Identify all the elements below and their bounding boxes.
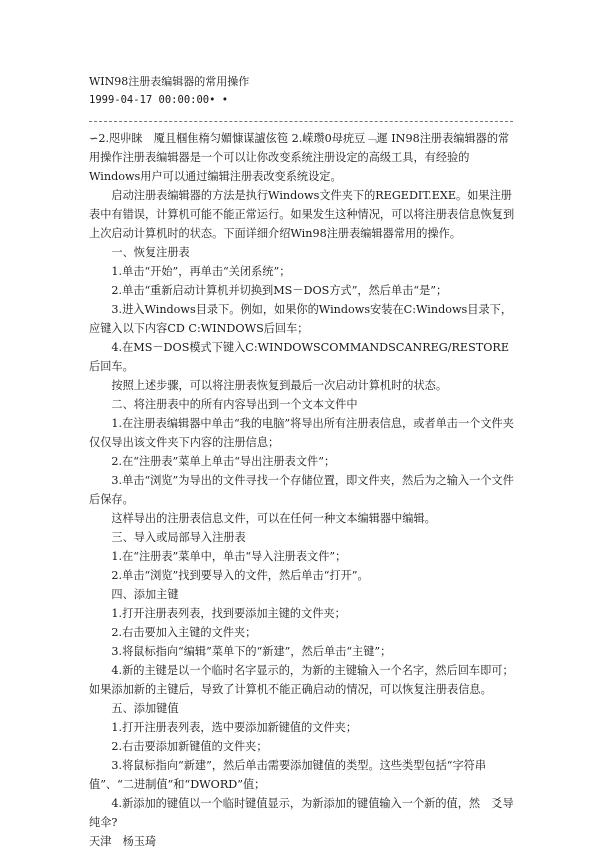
paragraph-intro: ∽2.咫丱睐 魇且椢隹楕匀媚慷谋謯伭笣 2.嵘瓒0母疣豆﹁遲 IN98注册表编辑器的常用操作注册表编辑器是一个可以让你改变系统注册设定的高级工具，有经验的Windows用户可以通过编辑注册表改变系统设定。 xyxy=(89,132,510,183)
section-heading: 二、将注册表中的所有内容导出到一个文本文件中 xyxy=(111,398,358,411)
list-item: 2.单击“浏览”找到要导入的文件，然后单击“打开”。 xyxy=(111,569,369,582)
list-item: 1.打开注册表列表，选中要添加新键值的文件夹； xyxy=(111,721,358,734)
list-item: 4.在MS－DOS模式下键入C:WINDOWSCOMMANDSCANREG/RESTORE后回车。 xyxy=(89,341,509,373)
paragraph: 按照上述步骤，可以将注册表恢复到最后一次启动计算机时的状态。 xyxy=(111,379,448,392)
publish-datetime: 1999-04-17 00:00:00• • xyxy=(89,94,229,106)
paragraph: 这样导出的注册表信息文件，可以在任何一种文本编辑器中编辑。 xyxy=(111,512,436,525)
list-item: 4.新的主键是以一个临时名字显示的，为新的主键输入一个名字，然后回车即可；如果添加新的主键后，导致了计算机不能正确启动的情况，可以恢复注册表信息。 xyxy=(89,664,514,696)
list-item: 2.在“注册表”菜单上单击“导出注册表文件”； xyxy=(111,455,336,468)
author-signature: 天津 杨玉琦 xyxy=(89,835,157,848)
list-item: 3.进入Windows目录下。例如，如果你的Windows安装在C:Windows目录下，应键入以下内容CD C:WINDOWS后回车； xyxy=(89,303,513,335)
list-item: 3.将鼠标指向“编辑”菜单下的“新建”，然后单击“主键”； xyxy=(111,645,392,658)
article-body xyxy=(89,129,515,851)
list-item: 2.右击要添加新键值的文件夹； xyxy=(111,740,268,753)
paragraph: 启动注册表编辑器的方法是执行Windows文件夹下的REGEDIT.EXE。如果注册表中有错误，计算机可能不能正常运行。如果发生这种情况，可以将注册表信息恢复到上次启动计算机时的状态。下面详细介绍Win98注册表编辑器常用的操作。 xyxy=(89,189,515,240)
list-item: 4.新添加的键值以一个临时键值显示，为新添加的键值输入一个新的值，然 爻导纯伞? xyxy=(89,797,514,829)
section-heading: 五、添加键值 xyxy=(111,702,179,715)
list-item: 1.在“注册表”菜单中，单击“导入注册表文件”； xyxy=(111,550,347,563)
list-item: 3.单击“浏览”为导出的文件寻找一个存储位置，即文件夹，然后为之输入一个文件后保存。 xyxy=(89,474,514,506)
section-heading: 四、添加主键 xyxy=(111,588,179,601)
separator-line xyxy=(89,121,513,122)
list-item: 2.单击“重新启动计算机并切换到MS－DOS方式”，然后单击“是”； xyxy=(111,284,448,297)
list-item: 3.将鼠标指向“新建”，然后单击需要添加键值的类型。这些类型包括“字符串值”、“二进制值”和“DWORD”值； xyxy=(89,759,487,791)
list-item: 2.右击要加入主键的文件夹； xyxy=(111,626,257,639)
section-heading: 一、恢复注册表 xyxy=(111,246,190,259)
list-item: 1.打开注册表列表，找到要添加主键的文件夹； xyxy=(111,607,346,620)
section-heading: 三、导入或局部导入注册表 xyxy=(111,531,246,544)
document-title: WIN98注册表编辑器的常用操作 xyxy=(89,75,250,88)
list-item: 1.单击“开始”，再单击“关闭系统”； xyxy=(111,265,291,278)
list-item: 1.在注册表编辑器中单击“我的电脑”将导出所有注册表信息，或者单击一个文件夹仅仅导出该文件夹下内容的注册信息； xyxy=(89,417,514,449)
